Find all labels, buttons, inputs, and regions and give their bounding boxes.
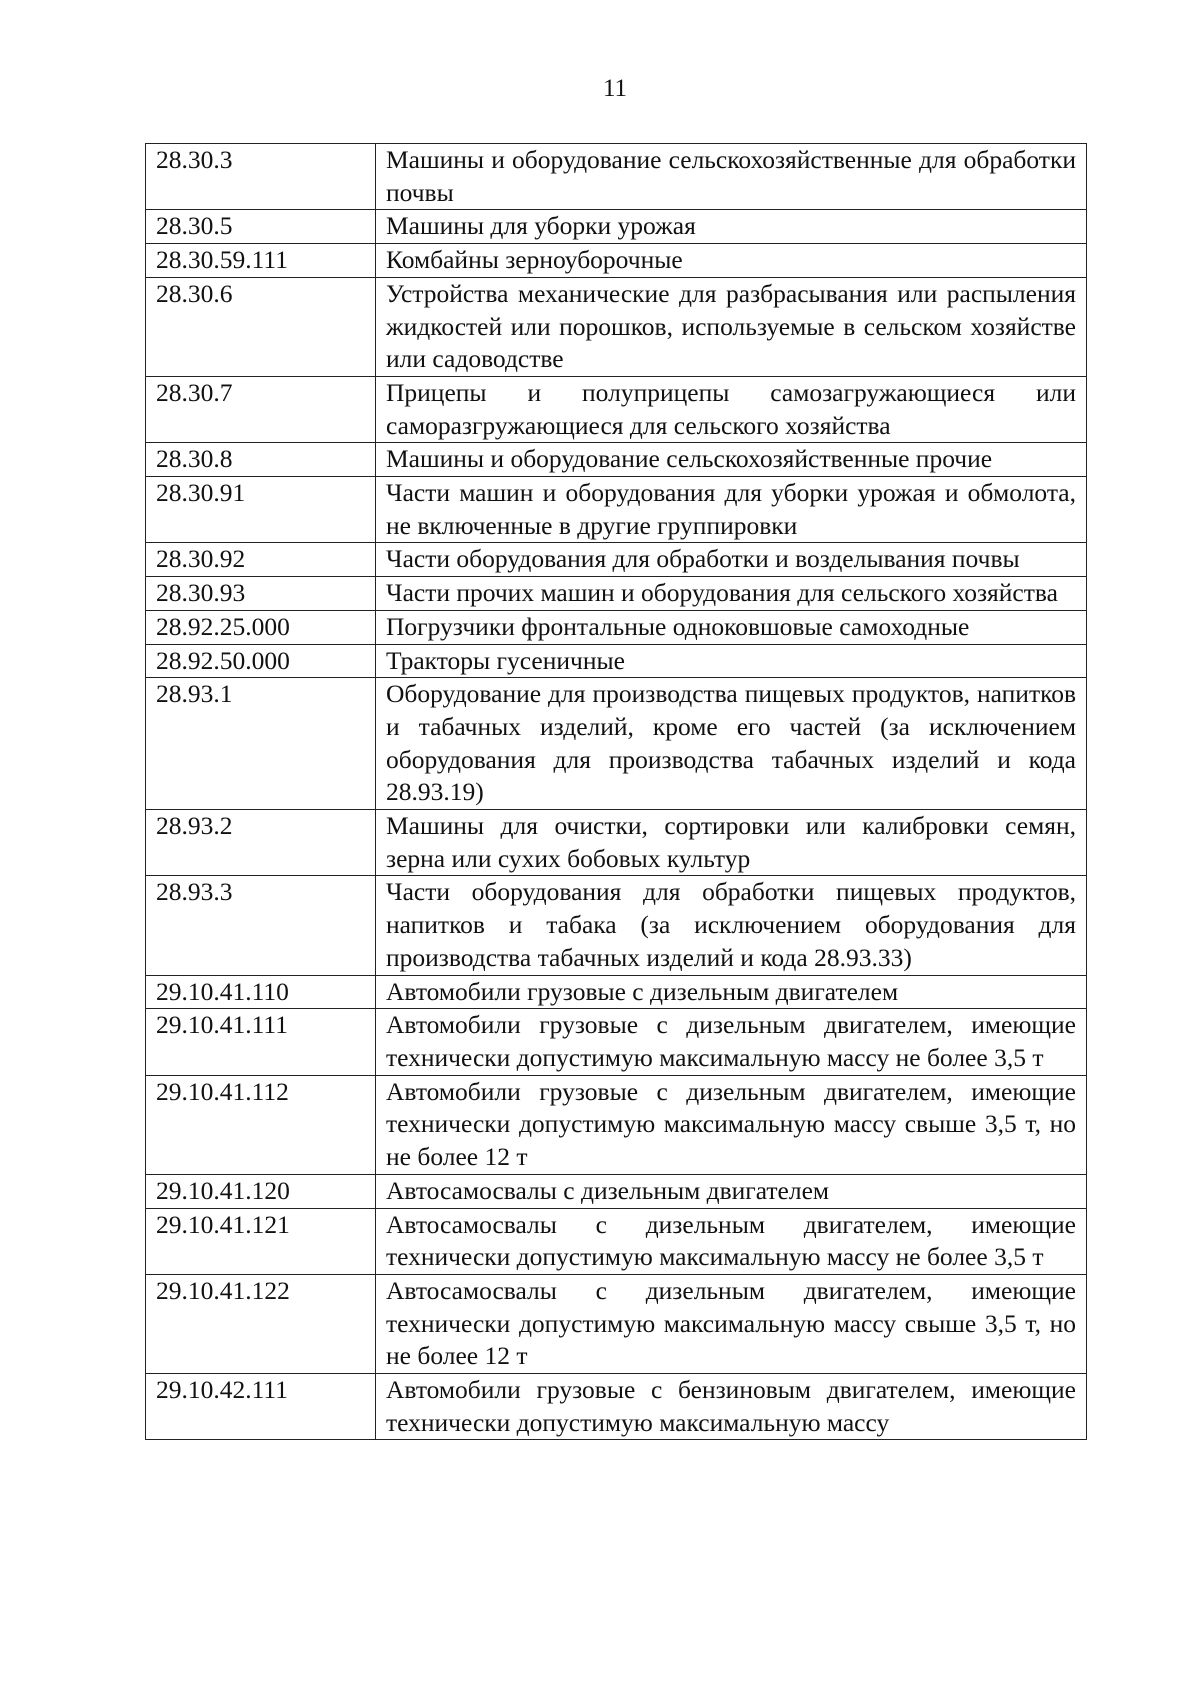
table-row: [146, 376, 1087, 442]
code-cell: 29.10.41.110: [146, 975, 376, 1009]
page-number: 11: [602, 75, 628, 102]
code-cell: 29.10.41.120: [146, 1174, 376, 1208]
description-cell: Автосамосвалы с дизельным двигателем: [376, 1174, 1087, 1208]
code-cell: 29.10.41.111: [146, 1009, 376, 1075]
table-row: [146, 678, 1087, 810]
description-cell: Машины и оборудование сельскохозяйственные для обработки почвы: [376, 144, 1087, 210]
code-cell: 28.93.1: [146, 678, 376, 810]
description-cell: Машины для очистки, сортировки или калибровки семян, зерна или сухих бобовых культур: [376, 810, 1087, 876]
code-cell: 29.10.42.111: [146, 1374, 376, 1440]
table-row: [146, 277, 1087, 376]
table-row: [146, 477, 1087, 543]
code-cell: 29.10.41.112: [146, 1075, 376, 1174]
code-cell: 28.30.93: [146, 577, 376, 611]
description-cell: Устройства механические для разбрасывания или распыления жидкостей или порошков, используемые в сельском хозяйстве или садоводстве: [376, 277, 1087, 376]
description-cell: Прицепы и полуприцепы самозагружающиеся или саморазгружающиеся для сельского хозяйства: [376, 376, 1087, 442]
table-row: [146, 210, 1087, 244]
table-row: [146, 443, 1087, 477]
table-row: [146, 975, 1087, 1009]
code-cell: 29.10.41.122: [146, 1274, 376, 1373]
code-cell: 28.30.3: [146, 144, 376, 210]
code-cell: 28.92.25.000: [146, 610, 376, 644]
table-row: [146, 543, 1087, 577]
code-cell: 28.93.2: [146, 810, 376, 876]
code-cell: 29.10.41.121: [146, 1208, 376, 1274]
code-cell: 28.30.8: [146, 443, 376, 477]
description-cell: Автосамосвалы с дизельным двигателем, имеющие технически допустимую максимальную массу свыше 3,5 т, но не более 12 т: [376, 1274, 1087, 1373]
table-row: [146, 1374, 1087, 1440]
description-cell: Части оборудования для обработки пищевых продуктов, напитков и табака (за исключением оборудования для производства табачных изделий и кода 28.93.33): [376, 876, 1087, 975]
description-cell: Части прочих машин и оборудования для сельского хозяйства: [376, 577, 1087, 611]
table-row: [146, 610, 1087, 644]
description-cell: Погрузчики фронтальные одноковшовые самоходные: [376, 610, 1087, 644]
code-cell: 28.30.5: [146, 210, 376, 244]
description-cell: Части оборудования для обработки и возделывания почвы: [376, 543, 1087, 577]
code-cell: 28.30.6: [146, 277, 376, 376]
description-cell: Тракторы гусеничные: [376, 644, 1087, 678]
description-cell: Автомобили грузовые с дизельным двигателем, имеющие технически допустимую максимальную массу не более 3,5 т: [376, 1009, 1087, 1075]
code-cell: 28.92.50.000: [146, 644, 376, 678]
table-row: [146, 1274, 1087, 1373]
table-row: [146, 876, 1087, 975]
table-row: [146, 1174, 1087, 1208]
code-cell: 28.30.92: [146, 543, 376, 577]
code-cell: 28.30.7: [146, 376, 376, 442]
table-row: [146, 244, 1087, 278]
table-row: [146, 644, 1087, 678]
description-cell: Автосамосвалы с дизельным двигателем, имеющие технически допустимую максимальную массу не более 3,5 т: [376, 1208, 1087, 1274]
codes-table: [145, 143, 1087, 1440]
description-cell: Комбайны зерноуборочные: [376, 244, 1087, 278]
table-row: [146, 810, 1087, 876]
description-cell: Машины и оборудование сельскохозяйственные прочие: [376, 443, 1087, 477]
description-cell: Оборудование для производства пищевых продуктов, напитков и табачных изделий, кроме его частей (за исключением оборудования для производства табачных изделий и кода 28.93.19): [376, 678, 1087, 810]
description-cell: Машины для уборки урожая: [376, 210, 1087, 244]
table-row: [146, 144, 1087, 210]
code-cell: 28.93.3: [146, 876, 376, 975]
description-cell: Части машин и оборудования для уборки урожая и обмолота, не включенные в другие группировки: [376, 477, 1087, 543]
table-row: [146, 577, 1087, 611]
table-row: [146, 1075, 1087, 1174]
table-row: [146, 1208, 1087, 1274]
code-cell: 28.30.59.111: [146, 244, 376, 278]
description-cell: Автомобили грузовые с бензиновым двигателем, имеющие технически допустимую максимальную массу: [376, 1374, 1087, 1440]
description-cell: Автомобили грузовые с дизельным двигателем: [376, 975, 1087, 1009]
table-row: [146, 1009, 1087, 1075]
code-cell: 28.30.91: [146, 477, 376, 543]
description-cell: Автомобили грузовые с дизельным двигателем, имеющие технически допустимую максимальную массу свыше 3,5 т, но не более 12 т: [376, 1075, 1087, 1174]
